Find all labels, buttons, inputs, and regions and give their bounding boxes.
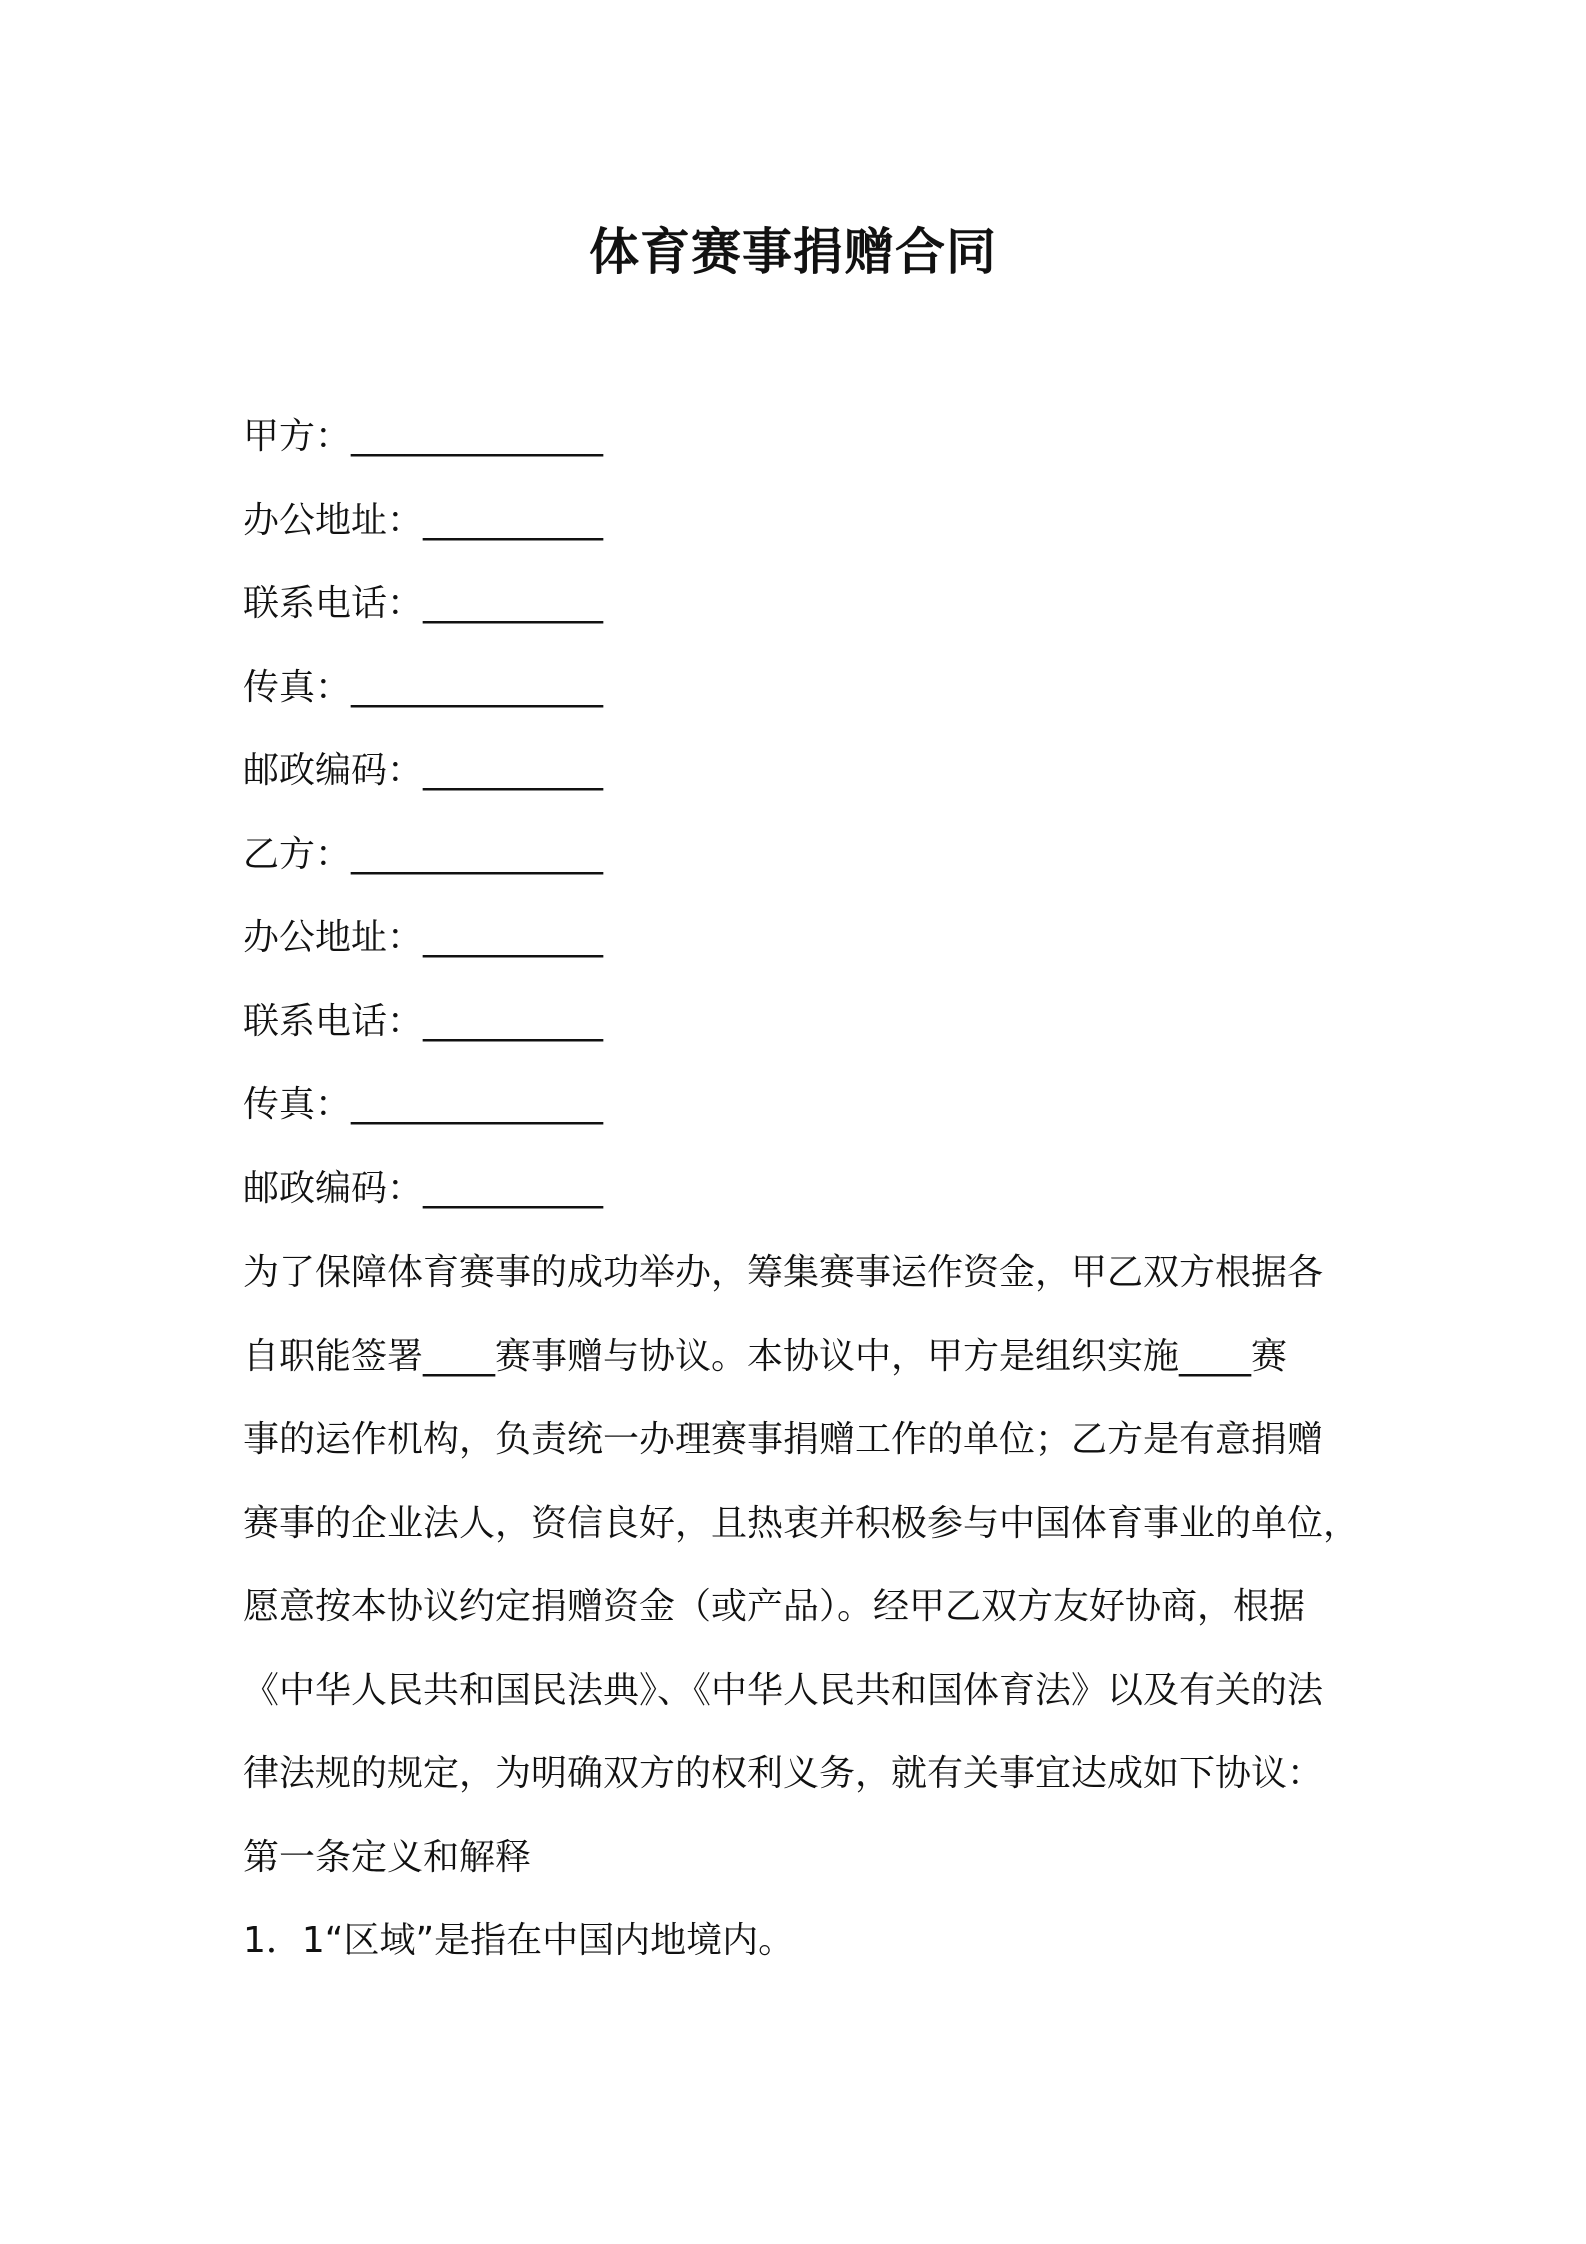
article-1-heading: 第一条定义和解释	[243, 1836, 532, 1878]
preamble-line: 赛事的企业法人，资信良好，且热衷并积极参与中国体育事业的单位，	[243, 1502, 1360, 1544]
preamble-line: 《中华人民共和国民法典》、《中华人民共和国体育法》以及有关的法	[243, 1669, 1324, 1711]
party-b-name-field: 乙方：______________	[243, 833, 604, 875]
document-title: 体育赛事捐赠合同	[589, 223, 997, 281]
contract-body	[243, 1244, 1360, 1996]
party-info-list	[243, 408, 1363, 1243]
preamble-line: 律法规的规定，为明确双方的权利义务，就有关事宜达成如下协议：	[243, 1753, 1324, 1794]
preamble-line: 事的运作机构，负责统一办理赛事捐赠工作的单位；乙方是有意捐赠	[243, 1419, 1324, 1460]
party-b-postcode-field: 邮政编码：__________	[243, 1167, 604, 1209]
party-a-phone-field: 联系电话：__________	[243, 583, 604, 624]
preamble-line: 为了保障体育赛事的成功举办，筹集赛事运作资金，甲乙双方根据各	[243, 1252, 1324, 1293]
preamble-line: 愿意按本协议约定捐赠资金（或产品）。经甲乙双方友好协商，根据	[243, 1586, 1306, 1627]
party-a-address-field: 办公地址：__________	[243, 499, 604, 541]
party-a-fax-field: 传真：______________	[243, 666, 604, 708]
party-b-fax-field: 传真：______________	[243, 1084, 604, 1125]
party-a-name-field: 甲方：______________	[243, 416, 604, 457]
party-b-phone-field: 联系电话：__________	[243, 1000, 604, 1042]
party-a-postcode-field: 邮政编码：__________	[243, 750, 604, 791]
party-b-address-field: 办公地址：__________	[243, 917, 604, 958]
preamble-line: 自职能签署____赛事赠与协议。本协议中，甲方是组织实施____赛	[243, 1335, 1288, 1377]
clause-1-1: 1．1“区域”是指在中国内地境内。	[243, 1920, 795, 1961]
